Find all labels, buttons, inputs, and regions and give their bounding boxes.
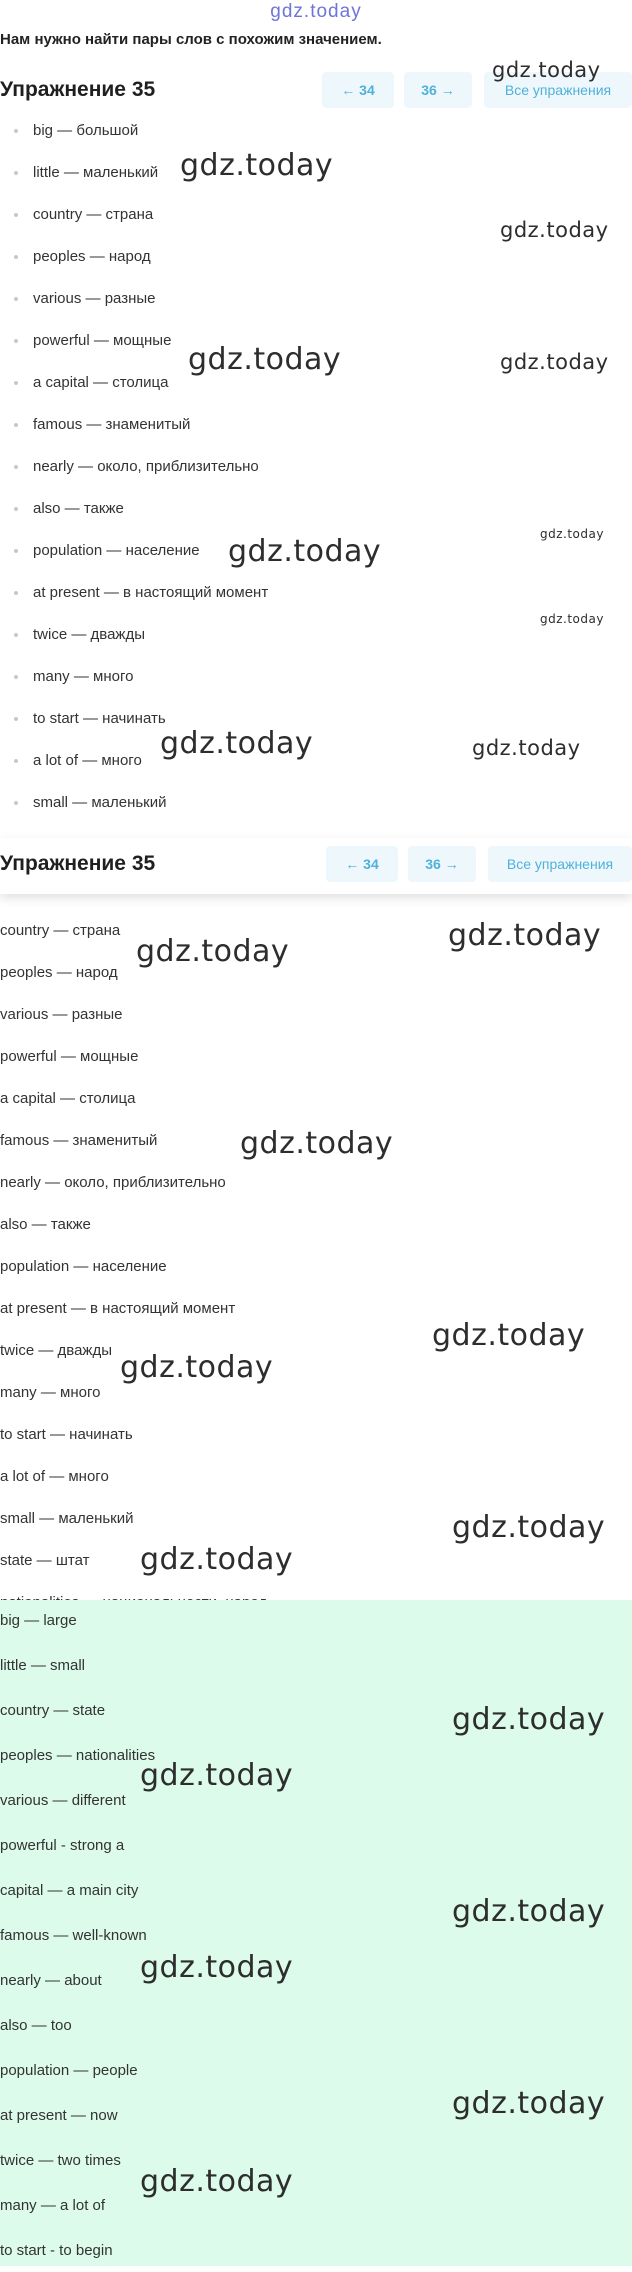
watermark: gdz.today [452,1702,606,1737]
exercise-header-sticky [0,838,632,894]
list-item: population — население [0,1258,167,1275]
watermark: gdz.today [452,2086,606,2121]
list-item: a capital — столица [0,1090,136,1107]
bullet-icon [14,675,18,679]
list-item: various — different [0,1792,126,1809]
prev-exercise-label: 34 [363,856,379,872]
list-item: little — small [0,1657,86,1674]
arrow-right-icon: → [440,82,455,98]
bullet-icon [14,255,18,259]
watermark: gdz.today [492,58,601,82]
list-item: to start - to begin [0,2242,113,2259]
prev-exercise-button[interactable] [326,846,398,882]
list-item: at present — в настоящий момент [0,1300,236,1317]
bullet-icon [14,591,18,595]
all-exercises-button[interactable]: Все упражнения [484,72,632,108]
bullet-icon [14,171,18,175]
bullet-icon [14,717,18,721]
watermark: gdz.today [140,1758,294,1793]
watermark: gdz.today [140,2164,294,2199]
list-item: nearly — about [0,1972,102,1989]
list-item: peoples — народ [0,964,118,981]
bullet-icon [14,801,18,805]
all-exercises-button[interactable]: Все упражнения [488,846,632,882]
list-item: country — state [0,1702,106,1719]
watermark: gdz.today [240,1126,394,1161]
watermark: gdz.today [228,534,382,569]
prev-exercise-button[interactable] [322,72,394,108]
list-item: state — штат [0,1552,90,1569]
list-item: small — маленький [0,1510,134,1527]
watermark: gdz.today [188,342,342,377]
task-text: Нам нужно найти пары слов с похожим значением. [0,31,382,48]
answer-block [0,1600,632,2266]
arrow-left-icon: ← [345,856,360,872]
arrow-right-icon: → [444,856,459,872]
bullet-icon [14,423,18,427]
next-exercise-button[interactable] [408,846,476,882]
bullet-icon [14,633,18,637]
bullet-icon [14,759,18,763]
exercise-title: Упражнение 35 [0,78,156,101]
list-item: many — много [0,1384,101,1401]
list-item: many — a lot of [0,2197,106,2214]
list-item: twice — дважды [0,1342,112,1359]
bullet-icon [14,213,18,217]
bullet-icon [14,129,18,133]
watermark: gdz.today [136,934,290,969]
list-item: to start — начинать [0,1426,133,1443]
next-exercise-label: 36 [425,856,441,872]
watermark: gdz.today [452,1510,606,1545]
list-item: peoples — nationalities [0,1747,156,1764]
bullet-icon [14,549,18,553]
watermark: gdz.today [500,218,609,242]
bullet-icon [14,339,18,343]
prev-exercise-label: 34 [359,82,375,98]
list-item: also — too [0,2017,72,2034]
bullet-icon [14,381,18,385]
list-item: powerful — мощные [0,1048,139,1065]
bullet-icon [14,465,18,469]
next-exercise-button[interactable] [404,72,472,108]
watermark: gdz.today [452,1894,606,1929]
list-item: country — страна [0,922,121,939]
list-item: nearly — около, приблизительно [0,1174,226,1191]
site-logo[interactable]: gdz.today [270,1,362,22]
watermark: gdz.today [472,736,581,760]
watermark: gdz.today [540,527,604,541]
bullet-icon [14,297,18,301]
list-item: various — разные [0,1006,123,1023]
watermark: gdz.today [540,612,604,626]
next-exercise-label: 36 [421,82,437,98]
list-item: at present — now [0,2107,118,2124]
list-item: powerful - strong a [0,1837,125,1854]
list-item: famous — well-known [0,1927,147,1944]
list-item: big — large [0,1612,77,1629]
list-item: a lot of — много [0,1468,109,1485]
arrow-left-icon: ← [341,82,356,98]
exercise-title: Упражнение 35 [0,852,156,875]
list-item: population — people [0,2062,138,2079]
watermark: gdz.today [140,1950,294,1985]
watermark: gdz.today [160,726,314,761]
watermark: gdz.today [120,1350,274,1385]
list-item: famous — знаменитый [0,1132,158,1149]
watermark: gdz.today [500,350,609,374]
watermark: gdz.today [448,918,602,953]
bullet-icon [14,507,18,511]
translation-list-plain [0,910,632,1600]
list-item: also — также [0,1216,91,1233]
watermark: gdz.today [432,1318,586,1353]
list-item: capital — a main city [0,1882,139,1899]
watermark: gdz.today [180,148,334,183]
watermark: gdz.today [140,1542,294,1577]
list-item: twice — two times [0,2152,121,2169]
